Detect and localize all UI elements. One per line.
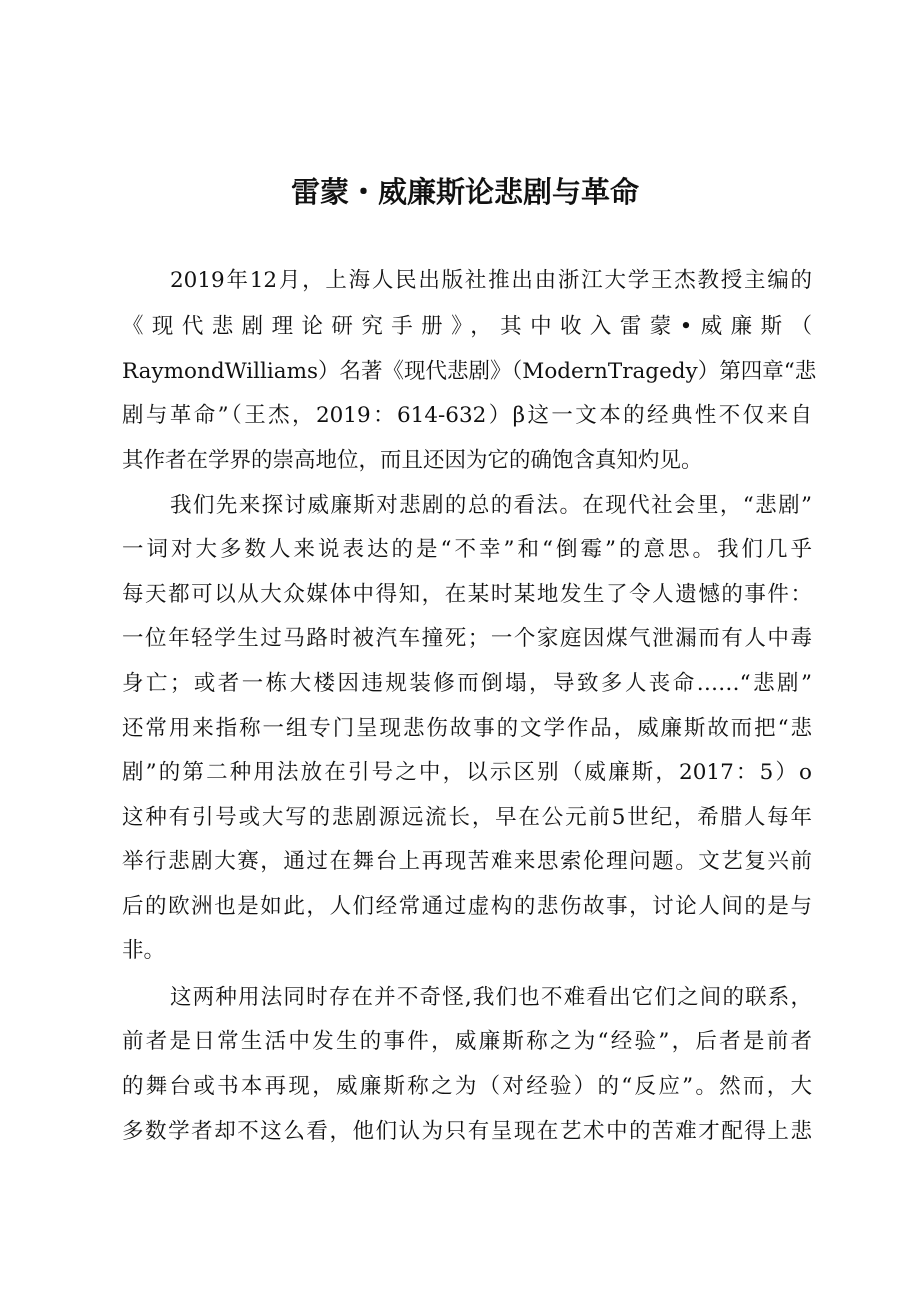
- paragraph-2-line-9: 举行悲剧大赛，通过在舞台上再现苦难来思索伦理问题。文艺复兴前: [122, 849, 812, 874]
- paragraph-1-line-4: 剧与革命”（王杰，2019：614-632）β这一文本的经典性不仅来自: [122, 403, 812, 428]
- paragraph-2-line-8: 这种有引号或大写的悲剧源远流长，早在公元前5世纪，希腊人每年: [122, 805, 812, 830]
- paragraph-1-line-5: 其作者在学界的崇高地位，而且还因为它的确饱含真知灼见。: [122, 448, 703, 473]
- page-title: 雷蒙・威廉斯论悲剧与革命: [290, 175, 639, 209]
- paragraph-2-line-3: 每天都可以从大众媒体中得知，在某时某地发生了令人遗憾的事件：: [122, 582, 812, 607]
- paragraph-1-line-1: 2019年12月，上海人民出版社推出由浙江大学王杰教授主编的: [170, 268, 812, 293]
- paragraph-3-line-1: 这两种用法同时存在并不奇怪,我们也不难看出它们之间的联系，: [170, 985, 812, 1010]
- paragraph-2-line-1: 我们先来探讨威廉斯对悲剧的总的看法。在现代社会里，“悲剧”: [170, 493, 812, 518]
- paragraph-3-line-3: 的舞台或书本再现，威廉斯称之为（对经验）的“反应”。然而，大: [122, 1074, 812, 1099]
- paragraph-1-line-2: 《现代悲剧理论研究手册》，其中收入雷蒙•威廉斯（: [122, 314, 812, 339]
- paragraph-2-line-4: 一位年轻学生过马路时被汽车撞死；一个家庭因煤气泄漏而有人中毒: [122, 626, 812, 651]
- paragraph-3-line-2: 前者是日常生活中发生的事件，威廉斯称之为“经验”，后者是前者: [122, 1029, 812, 1054]
- paragraph-2-line-10: 后的欧洲也是如此，人们经常通过虚构的悲伤故事，讨论人间的是与: [122, 894, 812, 919]
- paragraph-3-line-4: 多数学者却不这么看，他们认为只有呈现在艺术中的苦难才配得上悲: [122, 1119, 812, 1144]
- paragraph-2-line-5: 身亡；或者一栋大楼因违规装修而倒塌，导致多人丧命……“悲剧”: [122, 671, 812, 696]
- paragraph-2-line-11: 非。: [122, 938, 166, 963]
- paragraph-2-line-7: 剧”的第二种用法放在引号之中，以示区别（威廉斯，2017：5）o: [122, 760, 812, 785]
- paragraph-2-line-2: 一词对大多数人来说表达的是“不幸”和“倒霉”的意思。我们几乎: [122, 537, 812, 562]
- paragraph-2-line-6: 还常用来指称一组专门呈现悲伤故事的文学作品，威廉斯故而把“悲: [122, 716, 812, 741]
- paragraph-1-line-3: RaymondWilliams）名著《现代悲剧》（ModernTragedy）第四章“悲: [122, 359, 817, 384]
